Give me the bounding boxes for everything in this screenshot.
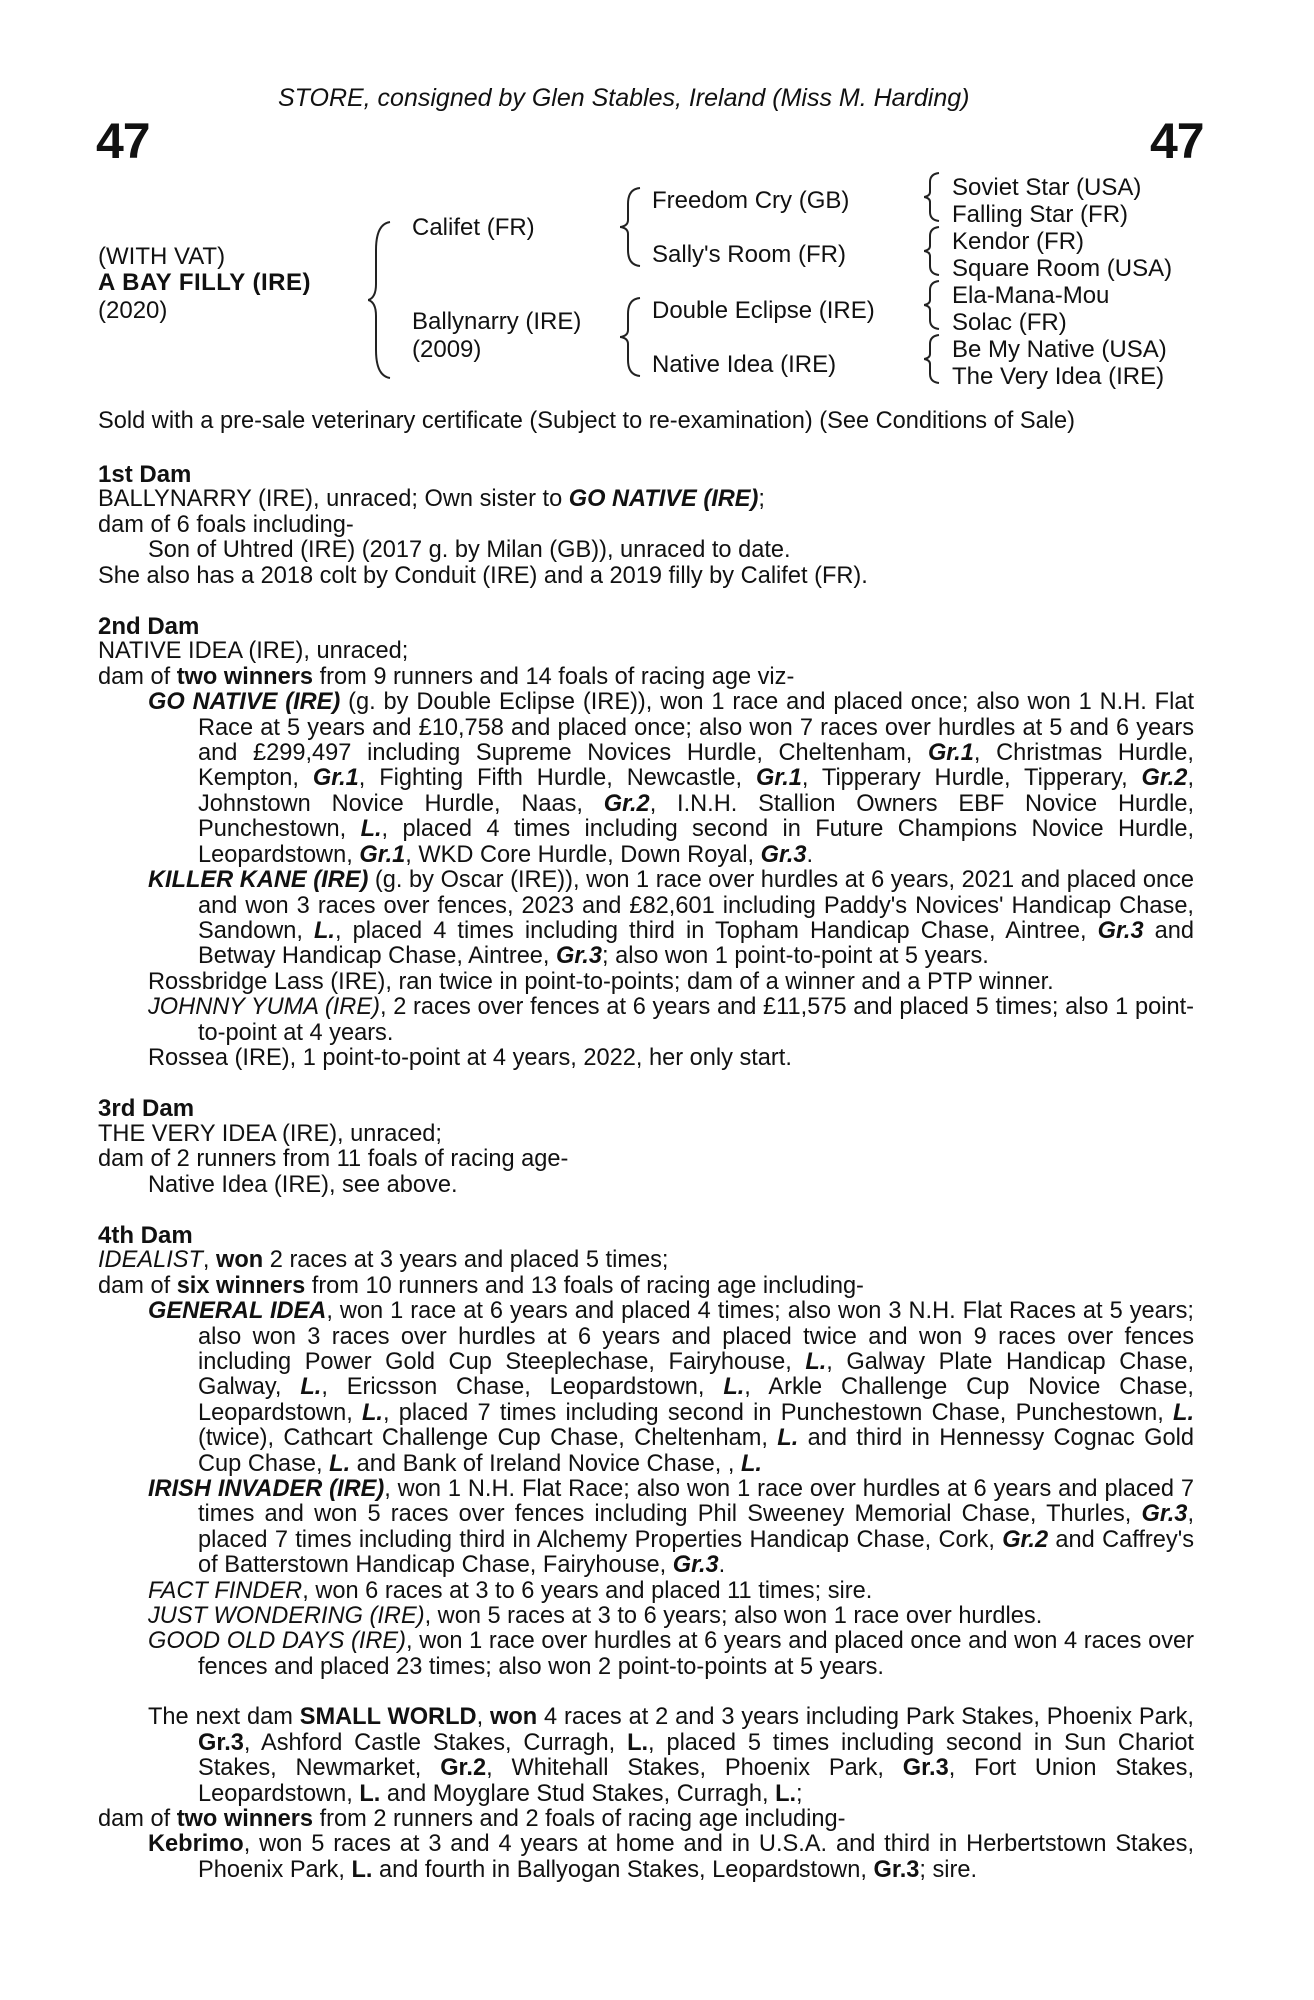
gen2-4: Native Idea (IRE) — [652, 351, 837, 378]
emphasis-text: Gr.3 — [672, 1552, 719, 1579]
section-next-dam — [98, 1705, 1194, 1883]
text-run: and fourth in Ballyogan Stakes, Leopardstown, — [372, 1856, 874, 1883]
styled-text: two winners — [176, 663, 314, 690]
pedigree-entry — [98, 995, 1194, 1046]
text-run: and Betway Handicap Chase, Aintree, — [198, 917, 1195, 970]
text-run: from 10 runners and 13 foals of racing age including- — [305, 1272, 864, 1299]
text-run: , Ashford Castle Stakes, Curragh, — [243, 1729, 628, 1756]
styled-text: Kebrimo — [148, 1831, 244, 1858]
text-run: from 2 runners and 2 foals of racing age including- — [313, 1805, 846, 1832]
text-run: , won 1 race over hurdles at 6 years and placed once and won 4 races over fences and placed 23 times; also won 2 point-to-points at 5 years. — [198, 1628, 1194, 1680]
emphasis-text: Gr.2 — [1002, 1526, 1049, 1553]
text-run: and third in Hennessy Cognac Gold Cup Chase, — [198, 1425, 1194, 1477]
gen3-6: Solac (FR) — [952, 309, 1067, 336]
text-run: , Fort Union Stakes, Leopardstown, — [198, 1755, 1194, 1807]
section-heading: 1st Dam — [98, 461, 192, 488]
emphasis-text: Gr.1 — [312, 765, 359, 792]
section-3rd-dam — [98, 1096, 1194, 1198]
pedigree-entry — [98, 1147, 1194, 1172]
styled-text: L. — [351, 1856, 373, 1883]
gen3-8: The Very Idea (IRE) — [952, 363, 1165, 390]
text-run: , placed 4 times including second in Future Champions Novice Hurdle, Leopardstown, — [198, 816, 1195, 868]
text-run: dam of 2 runners from 11 foals of racing age- — [98, 1146, 569, 1173]
styled-text: six winners — [176, 1272, 306, 1299]
pedigree-entry — [98, 1832, 1194, 1883]
text-run: , Arkle Challenge Cup Novice Chase, Leopardstown, — [198, 1374, 1194, 1426]
dam-name: Ballynarry (IRE) — [412, 308, 582, 335]
text-run: , 2 races over fences at 6 years and £11,575 and placed 5 times; also 1 point-to-point at 4 years. — [198, 994, 1194, 1046]
section-heading: 2nd Dam — [98, 613, 200, 641]
pedigree-entry — [98, 1477, 1194, 1579]
brace-g2-1 — [924, 172, 944, 222]
gen2-3: Double Eclipse (IRE) — [652, 297, 875, 324]
styled-text: JOHNNY YUMA (IRE) — [148, 994, 380, 1021]
vet-certificate-note: Sold with a pre-sale veterinary certificate (Subject to re-examination) (See Conditions of Sale) — [98, 408, 1075, 434]
styled-text: SMALL WORLD — [299, 1704, 477, 1731]
pedigree-entry — [98, 1046, 1194, 1071]
section-spacer — [98, 1071, 1194, 1096]
subject-year: (2020) — [98, 297, 168, 324]
text-run: , Fighting Fifth Hurdle, Newcastle, — [358, 765, 756, 792]
emphasis-text: L. — [1173, 1399, 1194, 1426]
emphasis-text: L. — [300, 1374, 322, 1401]
brace-sire — [620, 186, 646, 268]
styled-text: IDEALIST — [98, 1247, 203, 1274]
gen3-3: Kendor (FR) — [952, 228, 1085, 255]
pedigree-entry — [98, 1629, 1194, 1680]
emphasis-text: GO NATIVE (IRE) — [148, 689, 341, 716]
emphasis-text: KILLER KANE (IRE) — [148, 867, 369, 894]
emphasis-text: Gr.2 — [603, 790, 650, 817]
emphasis-text: GENERAL IDEA — [148, 1298, 327, 1325]
text-run: , won 1 race at 6 years and placed 4 times; also won 3 N.H. Flat Races at 5 years; also won 3 races over hurdles at 6 years and placed twice and won 9 races over fences including Power Gold Cup Steeplechase, Fairyhouse, — [198, 1298, 1194, 1375]
text-run: She also has a 2018 colt by Conduit (IRE) and a 2019 filly by Califet (FR). — [98, 562, 868, 589]
text-run: , won 5 races at 3 and 4 years at home and in U.S.A. and third in Herbertstown Stakes, Phoenix Park, — [198, 1831, 1194, 1883]
text-run: , Tipperary Hurdle, Tipperary, — [801, 765, 1142, 792]
styled-text: L. — [359, 1780, 381, 1807]
text-run: Rossbridge Lass (IRE), ran twice in point-to-points; dam of a winner and a PTP winner. — [148, 968, 1054, 995]
gen2-2: Sally's Room (FR) — [652, 241, 846, 268]
styled-text: won — [216, 1247, 264, 1274]
pedigree-entry — [98, 1299, 1194, 1477]
section-spacer — [98, 1198, 1194, 1223]
text-run: , placed 4 times including third in Topham Handicap Chase, Aintree, — [334, 917, 1098, 944]
text-run: , WKD Core Hurdle, Down Royal, — [405, 841, 761, 868]
styled-text: GOOD OLD DAYS (IRE) — [148, 1628, 407, 1655]
text-run: ; — [758, 486, 765, 513]
styled-text: L. — [775, 1780, 797, 1807]
text-run: Rossea (IRE), 1 point-to-point at 4 years, 2022, her only start. — [148, 1044, 792, 1071]
gen3-2: Falling Star (FR) — [952, 201, 1129, 228]
pedigree-entry — [98, 538, 1194, 563]
emphasis-text: Gr.3 — [760, 841, 807, 868]
gen3-7: Be My Native (USA) — [952, 336, 1167, 363]
text-run: 2 races at 3 years and placed 5 times; — [263, 1247, 669, 1274]
dam-year: (2009) — [412, 336, 482, 363]
emphasis-text: Gr.1 — [359, 841, 406, 868]
text-run: , I.N.H. Stallion Owners EBF Novice Hurdle, Punchestown, — [198, 790, 1194, 843]
text-run: BALLYNARRY (IRE), unraced; Own sister to — [98, 486, 569, 513]
text-run: ; also won 1 point-to-point at 5 years. — [601, 943, 989, 970]
section-heading: 4th Dam — [98, 1221, 193, 1249]
styled-text: Gr.2 — [440, 1755, 487, 1782]
text-run: , — [202, 1247, 217, 1274]
emphasis-text: Gr.3 — [556, 943, 602, 970]
text-run: , won 6 races at 3 to 6 years and placed 11 times; sire. — [302, 1577, 873, 1604]
section-2nd-dam — [98, 614, 1194, 1071]
emphasis-text: L. — [314, 917, 335, 944]
pedigree-entry — [98, 1248, 1194, 1273]
gen3-5: Ela-Mana-Mou — [952, 282, 1110, 309]
text-run: , Johnstown Novice Hurdle, Naas, — [198, 765, 1194, 817]
styled-text: Gr.3 — [873, 1856, 920, 1883]
text-run: , won 5 races at 3 to 6 years; also won 1 race over hurdles. — [424, 1603, 1043, 1630]
text-run: , placed 7 times including third in Alchemy Properties Handicap Chase, Cork, — [198, 1501, 1194, 1553]
emphasis-text: L. — [362, 1399, 383, 1426]
emphasis-text: L. — [805, 1349, 827, 1375]
text-run: and Bank of Ireland Novice Chase, , — [350, 1450, 741, 1477]
brace-g2-3 — [924, 280, 944, 330]
lot-number-left: 47 — [96, 113, 150, 169]
styled-text: FACT FINDER — [148, 1577, 303, 1604]
text-run: , Christmas Hurdle, Kempton, — [198, 740, 1194, 792]
section-spacer — [98, 1680, 1194, 1705]
text-run: The next dam — [148, 1704, 300, 1731]
text-run: . — [806, 841, 814, 868]
pedigree-entry — [98, 868, 1194, 970]
pedigree-entry — [98, 564, 1194, 589]
section-spacer — [98, 589, 1194, 614]
text-run: , Ericsson Chase, Leopardstown, — [321, 1374, 724, 1401]
vat-label: (WITH VAT) — [98, 243, 226, 270]
text-run: , won 1 N.H. Flat Race; also won 1 race over hurdles at 6 years and placed 7 times and won 5 races over fences including Phil Sweeney Memorial Chase, Thurles, — [198, 1476, 1194, 1528]
section-heading: 3rd Dam — [98, 1095, 195, 1123]
text-run: dam of — [98, 1272, 177, 1299]
pedigree-entry — [98, 690, 1194, 868]
text-run: and Caffrey's of Batterstown Handicap Chase, Fairyhouse, — [198, 1526, 1194, 1579]
text-run: , Galway Plate Handicap Chase, Galway, — [198, 1349, 1195, 1401]
emphasis-text: Gr.1 — [755, 765, 802, 792]
pedigree-entry — [98, 1274, 1194, 1299]
styled-text: won — [489, 1704, 538, 1731]
emphasis-text: Gr.3 — [1097, 917, 1144, 944]
pedigree-entry — [98, 487, 1194, 512]
text-run: , placed 5 times including second in Sun Chariot Stakes, Newmarket, — [198, 1729, 1194, 1782]
section-1st-dam — [98, 462, 1194, 589]
emphasis-text: L. — [360, 816, 382, 843]
gen2-1: Freedom Cry (GB) — [652, 187, 850, 214]
text-run: THE VERY IDEA (IRE), unraced; — [98, 1120, 442, 1147]
text-run: dam of — [98, 1805, 177, 1832]
pedigree-entry — [98, 1604, 1194, 1629]
styled-text: Gr.3 — [902, 1755, 949, 1782]
subject-name: A BAY FILLY (IRE) — [98, 269, 311, 296]
text-run: ; sire. — [919, 1856, 978, 1883]
pedigree-entry — [98, 1579, 1194, 1604]
emphasis-text: L. — [740, 1450, 762, 1477]
sire-name: Califet (FR) — [412, 214, 535, 241]
brace-dam — [620, 296, 646, 378]
emphasis-text: L. — [723, 1374, 745, 1401]
text-run: Son of Uhtred (IRE) (2017 g. by Milan (GB)), unraced to date. — [148, 537, 791, 564]
styled-text: two winners — [176, 1805, 314, 1832]
styled-text: L. — [627, 1729, 649, 1756]
pedigree-entry — [98, 970, 1194, 995]
text-run: and Moyglare Stud Stakes, Curragh, — [380, 1780, 776, 1807]
text-run: , — [476, 1704, 490, 1731]
emphasis-text: IRISH INVADER (IRE) — [148, 1476, 385, 1503]
text-run: , placed 7 times including second in Punchestown Chase, Punchestown, — [382, 1399, 1174, 1426]
emphasis-text: Gr.3 — [1141, 1501, 1188, 1528]
text-run: . — [718, 1552, 726, 1579]
gen3-1: Soviet Star (USA) — [952, 174, 1142, 201]
text-run: , Whitehall Stakes, Phoenix Park, — [486, 1755, 903, 1782]
section-4th-dam — [98, 1223, 1194, 1680]
catalogue-body — [98, 462, 1194, 1883]
text-run: (g. by Oscar (IRE)), won 1 race over hurdles at 6 years, 2021 and placed once and won 3 races over fences, 2023 and £82,601 including Paddy's Novices' Handicap Chase, Sandown, — [198, 867, 1195, 944]
brace-g2-2 — [924, 226, 944, 276]
text-run: 4 races at 2 and 3 years including Park Stakes, Phoenix Park, — [537, 1704, 1194, 1731]
text-run: dam of — [98, 663, 177, 690]
consignment-line: STORE, consigned by Glen Stables, Ireland (Miss M. Harding) — [278, 84, 970, 112]
gen3-4: Square Room (USA) — [952, 255, 1173, 282]
brace-g2-4 — [924, 334, 944, 384]
styled-text: JUST WONDERING (IRE) — [148, 1603, 425, 1630]
pedigree-entry — [98, 1122, 1194, 1147]
emphasis-text: L. — [329, 1450, 351, 1477]
pedigree-entry — [98, 665, 1194, 690]
text-run: ; — [796, 1780, 803, 1807]
text-run: (twice), Cathcart Challenge Cup Chase, Cheltenham, — [198, 1425, 778, 1452]
text-run: from 9 runners and 14 foals of racing age viz- — [313, 663, 795, 690]
brace-subject — [368, 220, 398, 380]
pedigree-entry — [98, 1807, 1194, 1832]
pedigree-entry — [98, 513, 1194, 538]
lot-number-right: 47 — [1150, 113, 1204, 169]
text-run: dam of 6 foals including- — [98, 511, 354, 538]
styled-text: Gr.3 — [198, 1729, 244, 1756]
text-run: (g. by Double Eclipse (IRE)), won 1 race and placed once; also won 1 N.H. Flat Race at 5 years and £10,758 and placed once; also won 7 races over hurdles at 5 and 6 years and £299,497 including Supreme Novices Hurdle, Cheltenham, — [198, 689, 1194, 767]
emphasis-text: Gr.2 — [1141, 765, 1188, 792]
emphasis-text: GO NATIVE (IRE) — [568, 486, 759, 513]
pedigree-entry — [98, 639, 1194, 664]
emphasis-text: Gr.1 — [927, 740, 974, 767]
pedigree-entry — [98, 1705, 1194, 1807]
text-run: NATIVE IDEA (IRE), unraced; — [98, 638, 409, 665]
emphasis-text: L. — [777, 1425, 799, 1452]
text-run: Native Idea (IRE), see above. — [148, 1171, 458, 1198]
pedigree-entry — [98, 1173, 1194, 1198]
